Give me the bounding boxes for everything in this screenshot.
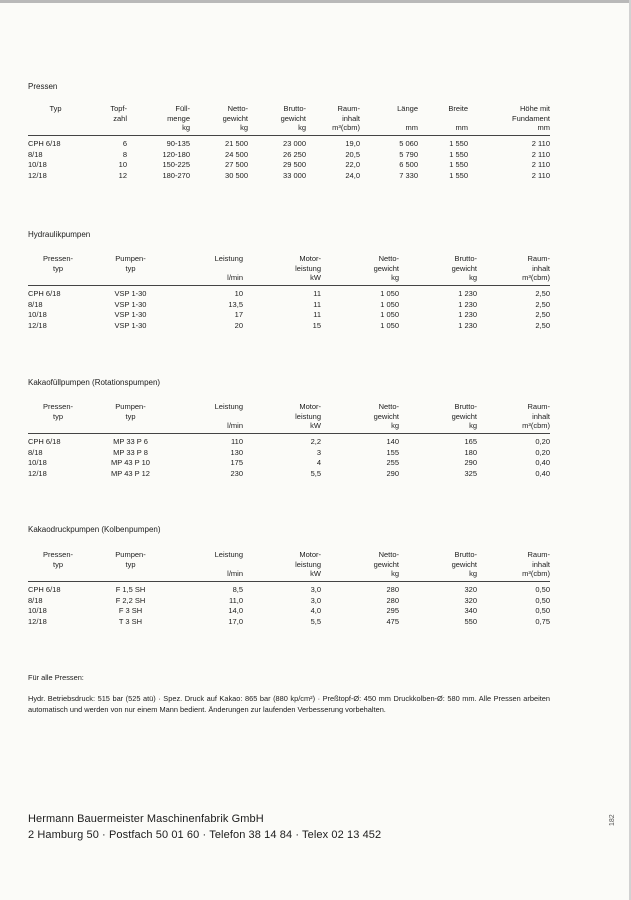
column-header-line: m³(cbm) [332, 123, 360, 133]
column-header-line: mm [455, 123, 468, 133]
column-header [243, 254, 321, 285]
column-header [248, 104, 306, 135]
table-row [28, 447, 550, 458]
table-cell: 90-135 [166, 139, 190, 149]
column-header-line: kg [182, 123, 190, 133]
table-cell: VSP 1-30 [114, 321, 147, 331]
column-header-line [173, 560, 243, 570]
column-header-line [83, 123, 127, 133]
table-cell: 8 [122, 149, 127, 159]
column-header-line: Breite [448, 104, 468, 113]
column-header-line: Leistung [214, 550, 243, 559]
table-cell: 12 [118, 171, 127, 181]
table-cell: 12/18 [28, 171, 47, 181]
column-header-line: kg [469, 569, 477, 579]
table-cell: VSP 1-30 [114, 310, 147, 320]
table-cell: MP 33 P 6 [113, 437, 148, 447]
table-cell: 4,0 [310, 606, 321, 616]
column-header-line: Typ [49, 104, 62, 113]
column-header-line: Brutto- [454, 550, 477, 559]
section-title-pressen: Pressen [28, 82, 58, 91]
column-header [477, 402, 550, 433]
column-header [360, 104, 418, 135]
table-cell: 3,0 [310, 585, 321, 595]
table-cell: 140 [386, 437, 399, 447]
column-header [418, 104, 468, 135]
column-header-line: Motor- [299, 254, 321, 263]
table-cell: 2 110 [531, 139, 550, 149]
column-header-line: mm [405, 123, 418, 133]
table-cell: 280 [386, 585, 399, 595]
column-header-line: Brutto- [454, 254, 477, 263]
table-cell: 0,20 [535, 447, 550, 457]
column-header-line: l/min [227, 421, 243, 431]
column-header-line: Pumpen- [115, 402, 146, 411]
table-cell: 1 050 [380, 310, 399, 320]
table-cell: 1 230 [458, 310, 477, 320]
column-header [88, 254, 173, 285]
table-row [28, 149, 550, 160]
table-cell: 2,50 [535, 289, 550, 299]
table-cell: 0,40 [535, 469, 550, 479]
column-header-line: gewicht [451, 411, 477, 421]
column-header [28, 402, 88, 433]
table-cell: 1 230 [458, 321, 477, 331]
table-cell: 0,20 [535, 437, 550, 447]
table-kakaodruckpumpen [28, 550, 550, 627]
table-cell: 8,5 [232, 585, 243, 595]
table-cell: 8/18 [28, 149, 43, 159]
column-header-line: kg [391, 421, 399, 431]
column-header-line: Pressen- [42, 254, 73, 263]
column-header-line [360, 114, 418, 124]
table-cell: 4 [316, 458, 321, 468]
section-title-kakaodruckpumpen: Kakaodruckpumpen (Kolbenpumpen) [28, 525, 161, 534]
column-header-line: typ [52, 559, 63, 569]
table-cell: 2,50 [535, 299, 550, 309]
column-header-line: Brutto- [454, 402, 477, 411]
column-header-line: Motor- [299, 550, 321, 559]
column-header-line: Länge [397, 104, 418, 113]
table-cell: 10/18 [28, 606, 47, 616]
table-cell: 5,5 [310, 469, 321, 479]
table-cell: 1 050 [380, 289, 399, 299]
table-cell: 1 230 [458, 289, 477, 299]
column-header [399, 254, 477, 285]
column-header-line: Leistung [214, 402, 243, 411]
column-header-line [28, 569, 88, 579]
column-header-line: Netto- [378, 550, 399, 559]
column-header [173, 254, 243, 285]
table-cell: VSP 1-30 [114, 289, 147, 299]
table-cell: 1 050 [380, 299, 399, 309]
table-cell: 0,50 [535, 595, 550, 605]
notes-heading: Für alle Pressen: [28, 673, 84, 682]
company-address: 2 Hamburg 50 · Postfach 50 01 60 · Telefon 38 14 84 · Telex 02 13 452 [28, 829, 382, 841]
table-cell: F 3 SH [118, 606, 143, 616]
column-header-line: Raum- [527, 550, 550, 559]
table-cell: 11 [313, 289, 321, 299]
table-row [28, 433, 550, 447]
notes-text: Hydr. Betriebsdruck: 515 bar (525 atü) · Spez. Druck auf Kakao: 865 bar (880 kp/cm²) · Preßtopf-Ø: 450 mm Druckkolben-Ø: 580 mm. Alle Pressen arbeiten automatisch und werden von nur einem Mann bedient. Änderungen zur laufenden Verbesserung vorbehalten. [28, 694, 550, 714]
column-header-line: kg [298, 123, 306, 133]
table-cell: 325 [464, 469, 477, 479]
table-cell: T 3 SH [118, 617, 143, 627]
column-header-line: leistung [295, 263, 321, 273]
table-cell: 230 [230, 469, 243, 479]
column-header-line: m³(cbm) [522, 273, 550, 283]
table-cell: 175 [230, 458, 243, 468]
table-cell: 2 110 [531, 149, 550, 159]
column-header-line: typ [125, 559, 136, 569]
table-cell: 165 [464, 437, 477, 447]
column-header-line: leistung [295, 559, 321, 569]
table-cell: 10/18 [28, 160, 47, 170]
column-header-line: kg [391, 273, 399, 283]
table-row [28, 160, 550, 171]
column-header-line: Topf- [110, 104, 127, 113]
table-cell: 6 500 [399, 160, 418, 170]
table-cell: MP 43 P 10 [111, 458, 150, 468]
table-cell: 255 [386, 458, 399, 468]
column-header [306, 104, 360, 135]
table-cell: 1 550 [449, 149, 468, 159]
column-header-line: Brutto- [283, 104, 306, 113]
table-cell: 1 050 [380, 321, 399, 331]
table-cell: 8/18 [28, 299, 43, 309]
column-header-line: gewicht [373, 559, 399, 569]
column-header [190, 104, 248, 135]
table-row [28, 617, 550, 628]
table-cell: 8/18 [28, 595, 43, 605]
table-cell: 1 230 [458, 299, 477, 309]
column-header-line [418, 114, 468, 124]
table-cell: 7 330 [399, 171, 418, 181]
column-header-line: Netto- [227, 104, 248, 113]
column-header [399, 402, 477, 433]
table-cell: 2,50 [535, 310, 550, 320]
table-cell: 33 000 [283, 171, 306, 181]
column-header-line: inhalt [342, 113, 360, 123]
column-header-line: Raum- [527, 254, 550, 263]
column-header-line [88, 273, 173, 283]
column-header-line: Netto- [378, 402, 399, 411]
table-cell: 2,50 [535, 321, 550, 331]
table-cell: 150-225 [162, 160, 190, 170]
column-header [477, 550, 550, 581]
table-cell: MP 43 P 12 [111, 469, 150, 479]
table-cell: 24,0 [345, 171, 360, 181]
table-cell: 290 [386, 469, 399, 479]
table-cell: 340 [464, 606, 477, 616]
table-row [28, 285, 550, 299]
table-cell: 11 [313, 299, 321, 309]
column-header-line: kg [240, 123, 248, 133]
column-header-line: Füll- [175, 104, 190, 113]
table-cell: 6 [122, 139, 127, 149]
column-header-line: Pumpen- [115, 550, 146, 559]
table-cell: 155 [386, 447, 399, 457]
column-header [321, 550, 399, 581]
table-row [28, 595, 550, 606]
table-cell: CPH 6/18 [28, 437, 61, 447]
table-cell: 20 [234, 321, 243, 331]
table-cell: 20,5 [345, 149, 360, 159]
column-header-line: kW [310, 273, 321, 283]
table-cell: 550 [464, 617, 477, 627]
column-header-line: m³(cbm) [522, 569, 550, 579]
table-kakaofuellpumpen [28, 402, 550, 479]
table-cell: 130 [230, 447, 243, 457]
column-header-line: inhalt [532, 559, 550, 569]
column-header [28, 550, 88, 581]
table-cell: MP 33 P 8 [113, 447, 148, 457]
table-header-row [28, 104, 550, 135]
table-cell: 180 [464, 447, 477, 457]
table-cell: 17,0 [228, 617, 243, 627]
table-cell: 180-270 [162, 171, 190, 181]
section-title-kakaofuellpumpen: Kakaofüllpumpen (Rotationspumpen) [28, 378, 161, 387]
table-row [28, 135, 550, 149]
column-header-line: Leistung [214, 254, 243, 263]
table-header-row [28, 550, 550, 581]
table-cell: 29 500 [283, 160, 306, 170]
table-cell: F 2,2 SH [115, 595, 146, 605]
column-header-line: kg [391, 569, 399, 579]
column-header [88, 550, 173, 581]
column-header-line: kg [469, 273, 477, 283]
column-header [399, 550, 477, 581]
table-cell: 2,2 [310, 437, 321, 447]
column-header-line: kW [310, 569, 321, 579]
column-header-line [28, 421, 88, 431]
column-header-line: Pressen- [42, 402, 73, 411]
table-header-row [28, 402, 550, 433]
column-header [173, 402, 243, 433]
table-header-row [28, 254, 550, 285]
table-cell: 10/18 [28, 310, 47, 320]
column-header [321, 402, 399, 433]
table-row [28, 310, 550, 321]
table-cell: 8/18 [28, 447, 43, 457]
column-header-line [28, 123, 83, 133]
table-cell: 1 550 [449, 160, 468, 170]
table-cell: 3 [316, 447, 321, 457]
table-cell: 2 110 [531, 160, 550, 170]
column-header-line: Raum- [527, 402, 550, 411]
column-header-line: gewicht [280, 113, 306, 123]
column-header [468, 104, 550, 135]
column-header-line: kW [310, 421, 321, 431]
table-cell: 19,0 [345, 139, 360, 149]
column-header [477, 254, 550, 285]
table-cell: 13,5 [228, 299, 243, 309]
table-cell: 0,40 [535, 458, 550, 468]
column-header-line: Fundament [512, 113, 550, 123]
column-header-line: kg [469, 421, 477, 431]
table-cell: 295 [386, 606, 399, 616]
column-header [321, 254, 399, 285]
column-header-line: gewicht [451, 559, 477, 569]
table-cell: 5,5 [310, 617, 321, 627]
column-header-line [173, 412, 243, 422]
table-row [28, 171, 550, 182]
table-cell: 5 790 [399, 149, 418, 159]
table-pressen [28, 104, 550, 181]
table-cell: 11 [313, 310, 321, 320]
column-header-line: typ [125, 263, 136, 273]
column-header-line: Pumpen- [115, 254, 146, 263]
table-cell: CPH 6/18 [28, 289, 61, 299]
column-header-line: typ [125, 411, 136, 421]
column-header-line: inhalt [532, 411, 550, 421]
column-header [83, 104, 127, 135]
table-cell: 5 060 [399, 139, 418, 149]
table-cell: 0,75 [535, 617, 550, 627]
column-header [28, 104, 83, 135]
table-cell: 14,0 [228, 606, 243, 616]
table-cell: 110 [231, 437, 243, 447]
column-header-line [28, 114, 83, 124]
table-cell: 320 [464, 585, 477, 595]
column-header [173, 550, 243, 581]
column-header-line: Raum- [337, 104, 360, 113]
column-header-line: l/min [227, 273, 243, 283]
table-cell: 21 500 [225, 139, 248, 149]
table-cell: 290 [464, 458, 477, 468]
table-cell: 12/18 [28, 617, 47, 627]
column-header-line [88, 421, 173, 431]
table-cell: 120-180 [162, 149, 190, 159]
column-header-line: gewicht [222, 113, 248, 123]
notes-block [28, 672, 550, 715]
table-cell: 23 000 [283, 139, 306, 149]
table-cell: 0,50 [535, 606, 550, 616]
column-header [243, 550, 321, 581]
table-cell: 10 [118, 160, 127, 170]
column-header-line: typ [52, 411, 63, 421]
column-header-line: m³(cbm) [522, 421, 550, 431]
column-header-line: Netto- [378, 254, 399, 263]
column-header-line: zahl [113, 113, 127, 123]
table-cell: 30 500 [225, 171, 248, 181]
column-header [243, 402, 321, 433]
table-cell: 15 [312, 321, 321, 331]
table-hydraulikpumpen [28, 254, 550, 331]
column-header [127, 104, 190, 135]
table-cell: 0,50 [535, 585, 550, 595]
column-header [88, 402, 173, 433]
column-header-line: l/min [227, 569, 243, 579]
column-header-line: inhalt [532, 263, 550, 273]
column-header-line: gewicht [373, 263, 399, 273]
table-cell: 320 [464, 595, 477, 605]
table-cell: VSP 1-30 [114, 299, 147, 309]
table-row [28, 321, 550, 332]
table-cell: 27 500 [225, 160, 248, 170]
table-row [28, 469, 550, 480]
column-header-line: menge [167, 113, 190, 123]
table-cell: 2 110 [531, 171, 550, 181]
table-cell: 24 500 [225, 149, 248, 159]
column-header-line: Höhe mit [519, 104, 550, 113]
table-row [28, 458, 550, 469]
table-cell: 22,0 [345, 160, 360, 170]
table-cell: 1 550 [449, 139, 468, 149]
table-cell: 1 550 [449, 171, 468, 181]
column-header-line: gewicht [451, 263, 477, 273]
table-cell: F 1,5 SH [115, 585, 146, 595]
company-name: Hermann Bauermeister Maschinenfabrik GmbH [28, 813, 264, 825]
table-cell: 10 [234, 289, 243, 299]
table-cell: 10/18 [28, 458, 47, 468]
column-header-line [88, 569, 173, 579]
table-cell: 17 [234, 310, 243, 320]
column-header-line [173, 264, 243, 274]
section-title-hydraulikpumpen: Hydraulikpumpen [28, 230, 91, 239]
column-header-line: Pressen- [42, 550, 73, 559]
page-code: 182 [609, 814, 616, 826]
table-row [28, 606, 550, 617]
column-header-line [28, 273, 88, 283]
column-header [28, 254, 88, 285]
column-header-line: typ [52, 263, 63, 273]
column-header-line: mm [537, 123, 550, 133]
column-header-line: leistung [295, 411, 321, 421]
table-cell: CPH 6/18 [28, 139, 61, 149]
table-cell: 280 [386, 595, 399, 605]
column-header-line: gewicht [373, 411, 399, 421]
table-cell: 11,0 [228, 595, 243, 605]
table-cell: 12/18 [28, 469, 47, 479]
table-row [28, 299, 550, 310]
column-header-line: Motor- [299, 402, 321, 411]
table-cell: CPH 6/18 [28, 585, 61, 595]
company-block [28, 811, 381, 843]
table-cell: 3,0 [310, 595, 321, 605]
table-cell: 12/18 [28, 321, 47, 331]
table-row [28, 581, 550, 595]
table-cell: 475 [386, 617, 399, 627]
table-cell: 26 250 [283, 149, 306, 159]
